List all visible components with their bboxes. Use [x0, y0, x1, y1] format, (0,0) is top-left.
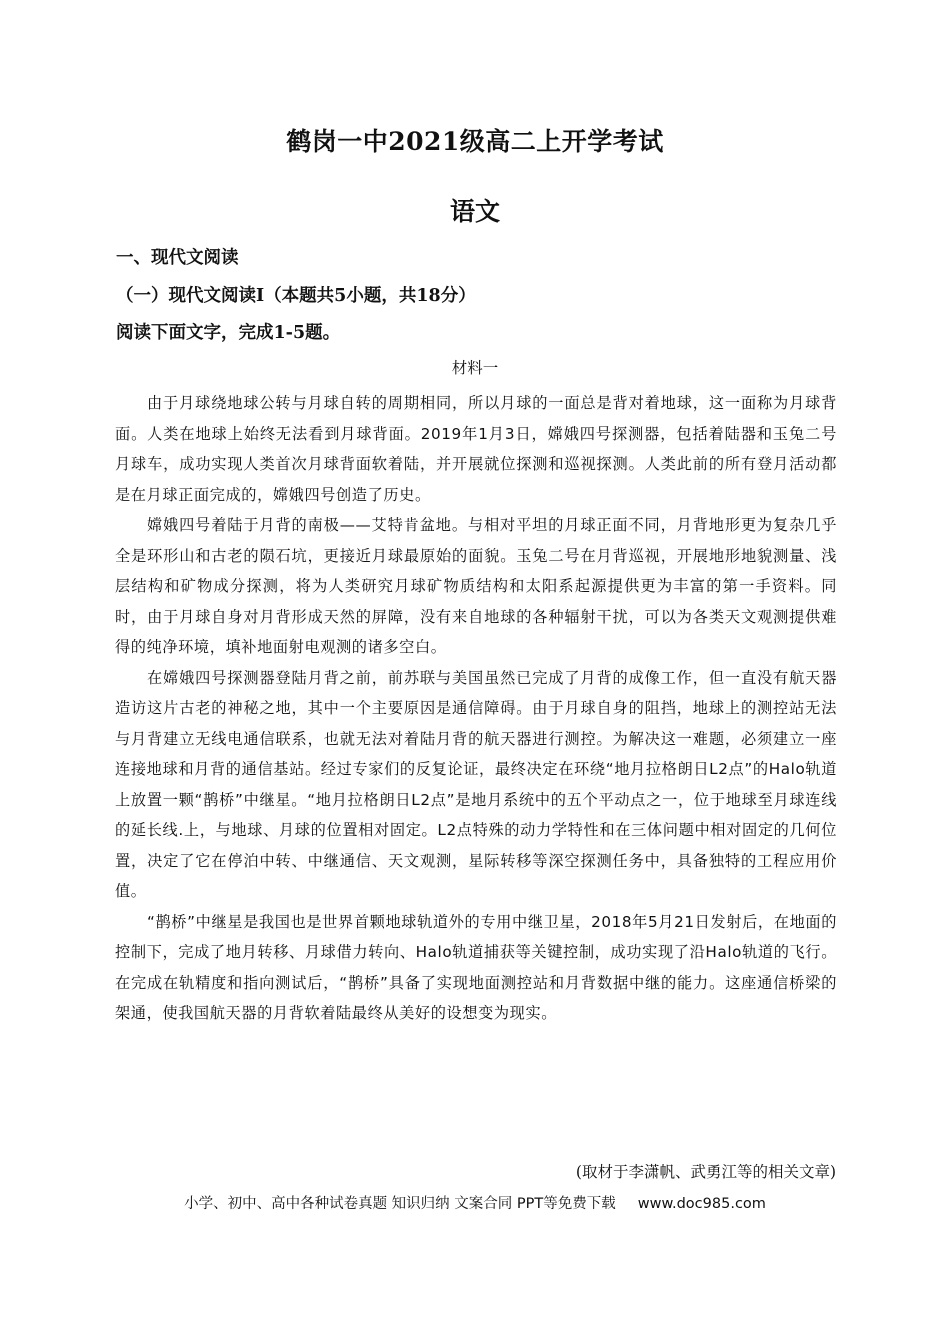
passage-paragraph: 由于月球绕地球公转与月球自转的周期相同，所以月球的一面总是背对着地球，这一面称为月球背面。人类在地球上始终无法看到月球背面。2019年1月3日，嫦娥四号探测器，包括着陆器和玉兔二号月球车，成功实现人类首次月球背面软着陆，并开展就位探测和巡视探测。人类此前的所有登月活动都是在月球正面完成的，嫦娥四号创造了历史。	[115, 394, 837, 504]
source-citation: (取材于李潇帆、武勇江等的相关文章)	[575, 1163, 836, 1181]
subject-title: 语文	[449, 197, 500, 226]
passage-paragraph: 在嫦娥四号探测器登陆月背之前，前苏联与美国虽然已完成了月背的成像工作，但一直没有航天器造访这片古老的神秘之地，其中一个主要原因是通信障碍。由于月球自身的阻挡，地球上的测控站无法与月背建立无线电通信联系，也就无法对着陆月背的航天器进行测控。为解决这一难题，必须建立一座连接地球和月背的通信基站。经过专家们的反复论证，最终决定在环绕“地月拉格朗日L2点”的Halo轨道上放置一颗“鹊桥”中继星。“地月拉格朗日L2点”是地月系统中的五个平动点之一，位于地球至月球连线的延长线.上，与地球、月球的位置相对固定。L2点特殊的动力学特性和在三体问题中相对固定的几何位置，决定了它在停泊中转、中继通信、天文观测，星际转移等深空探测任务中，具备独特的工程应用价值。	[115, 668, 837, 900]
footer-text: 小学、初中、高中各种试卷真题 知识归纳 文案合同 PPT等免费下载	[184, 1196, 616, 1212]
reading-instruction: 阅读下面文字，完成1-5题。	[116, 323, 341, 343]
passage-paragraph: “鹊桥”中继星是我国也是世界首颗地球轨道外的专用中继卫星，2018年5月21日发射后，在地面的控制下，完成了地月转移、月球借力转向、Halo轨道捕获等关键控制，成功实现了沿Halo轨道的飞行。在完成在轨精度和指向测试后，“鹊桥”具备了实现地面测控站和月背数据中继的能力。这座通信桥梁的架通，使我国航天器的月背软着陆最终从美好的设想变为现实。	[115, 912, 837, 1022]
exam-title: 鹤岗一中2021级高二上开学考试	[286, 127, 664, 156]
material-title: 材料一	[451, 359, 499, 377]
passage-paragraph: 嫦娥四号着陆于月背的南极——艾特肯盆地。与相对平坦的月球正面不同，月背地形更为复杂几乎全是环形山和古老的陨石坑，更接近月球最原始的面貌。玉兔二号在月背巡视，开展地形地貌测量、浅层结构和矿物成分探测，将为人类研究月球矿物质结构和太阳系起源提供更为丰富的第一手资料。同时，由于月球自身对月背形成天然的屏障，没有来自地球的各种辐射干扰，可以为各类天文观测提供难得的纯净环境，填补地面射电观测的诸多空白。	[115, 516, 837, 656]
section-heading: 一、现代文阅读	[116, 248, 239, 268]
footer	[0, 1192, 950, 1213]
passage-body	[115, 388, 837, 1029]
footer-url[interactable]: www.doc985.com	[637, 1196, 766, 1212]
subsection-heading: （一）现代文阅读Ⅰ（本题共5小题，共18分）	[116, 286, 476, 306]
